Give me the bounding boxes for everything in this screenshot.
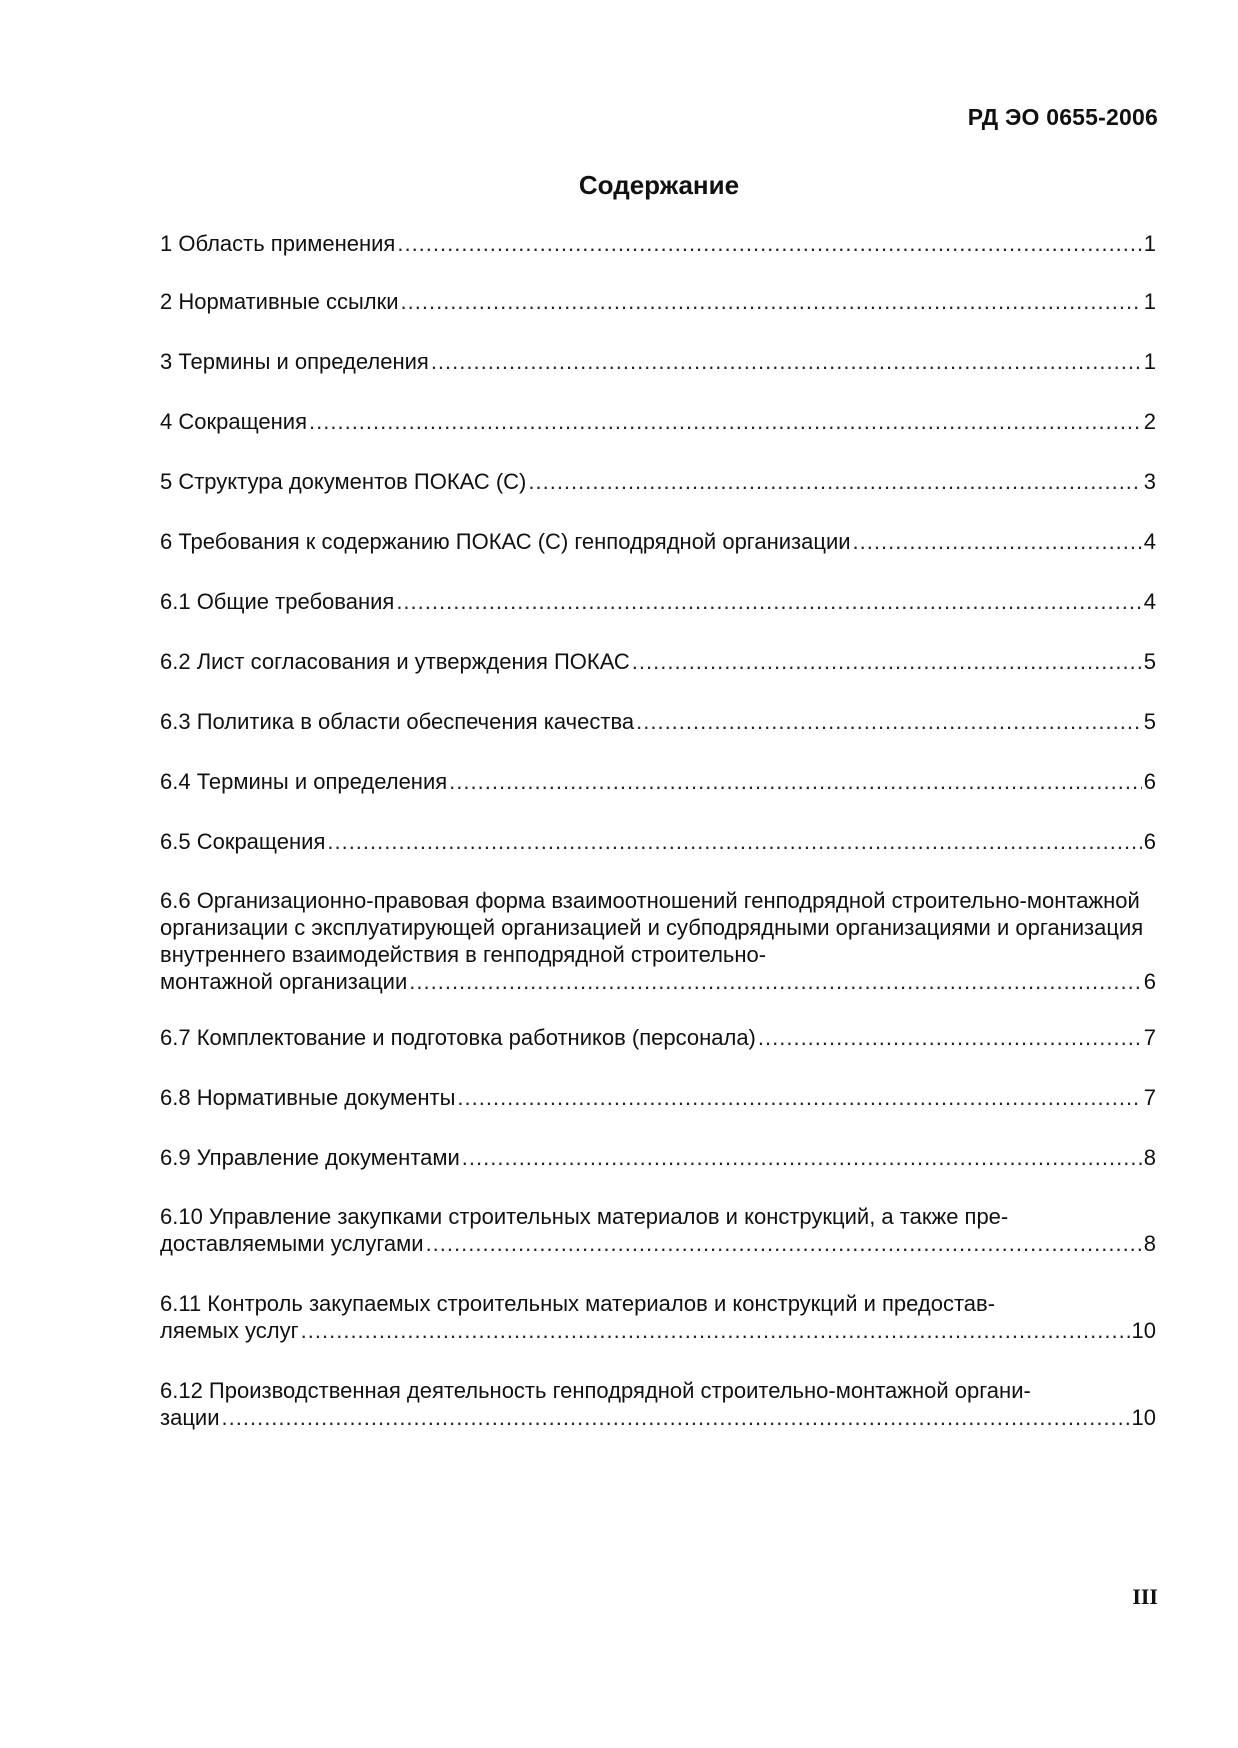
leader-dots [397, 230, 1141, 257]
leader-dots [327, 828, 1141, 855]
toc-entry-6-9 [160, 1144, 1156, 1171]
toc-page-number: 5 [1143, 709, 1156, 734]
toc-entry-text-wrapped: 6.6 Организационно-правовая форма взаимоотношений генподрядной строительно-монтажной организации с эксплуатирующей организацией и субподрядными организациями и организация внутреннего взаимодействия в генподрядной строительно- [160, 888, 1144, 967]
toc-page-number: 6 [1143, 829, 1156, 854]
toc-page-number: 8 [1143, 1145, 1156, 1170]
toc-page-number: 1 [1143, 231, 1156, 256]
leader-dots [758, 1024, 1142, 1051]
toc-page-number: 1 [1143, 349, 1156, 374]
toc-entry-text: 6.7 Комплектование и подготовка работников (персонала) [160, 1025, 756, 1050]
toc-entry-4 [160, 408, 1156, 435]
toc-page-number: 10 [1131, 1405, 1156, 1430]
toc-entry-text: 2 Нормативные ссылки [160, 289, 399, 314]
leader-dots [632, 648, 1142, 675]
leader-dots [222, 1404, 1130, 1431]
toc-entry-text: 6.9 Управление документами [160, 1145, 460, 1170]
toc-entry-text-wrapped: 6.12 Производственная деятельность генподрядной строительно-монтажной органи- [160, 1378, 1031, 1403]
leader-dots [401, 288, 1142, 315]
toc-page-number: 8 [1143, 1231, 1156, 1256]
leader-dots [449, 768, 1142, 795]
leader-dots [426, 1230, 1142, 1257]
toc-page-number: 7 [1143, 1025, 1156, 1050]
leader-dots [528, 468, 1141, 495]
toc-entry-text: 3 Термины и определения [160, 349, 429, 374]
toc-page-number: 4 [1143, 529, 1156, 554]
document-code: РД ЭО 0655-2006 [967, 104, 1158, 130]
toc-entry-6-4 [160, 768, 1156, 795]
toc-entry-6-2 [160, 648, 1156, 675]
toc-page-number: 7 [1143, 1085, 1156, 1110]
toc-entry-3 [160, 348, 1156, 375]
toc-title: Содержание [578, 170, 740, 200]
toc-entry-text: 4 Сокращения [160, 409, 308, 434]
toc-page-number: 2 [1143, 409, 1156, 434]
toc-page-number: 3 [1143, 469, 1156, 494]
leader-dots [309, 408, 1142, 435]
toc-entry-text: 6.8 Нормативные документы [160, 1085, 456, 1110]
toc-entry-text: 6.4 Термины и определения [160, 769, 448, 794]
page-number: III [1132, 1584, 1158, 1609]
toc-entry-text-wrapped: 6.10 Управление закупками строительных материалов и конструкций, а также пре- [160, 1204, 1009, 1229]
toc-page-number: 10 [1131, 1318, 1156, 1343]
leader-dots [409, 968, 1141, 995]
leader-dots [301, 1317, 1130, 1344]
toc-entry-6-7 [160, 1024, 1156, 1051]
toc-page-number: 1 [1143, 289, 1156, 314]
toc-entry-text: 6.5 Сокращения [160, 829, 326, 854]
leader-dots [396, 588, 1141, 615]
toc-entry-text: 5 Структура документов ПОКАС (С) [160, 469, 527, 494]
toc-entry-text: ляемых услуг [160, 1318, 299, 1343]
toc-entry-6-6 [160, 887, 1156, 995]
toc-entry-6-3 [160, 708, 1156, 735]
toc-page-number: 5 [1143, 649, 1156, 674]
toc-entry-text: зации [160, 1405, 220, 1430]
toc-entry-text: монтажной организации [160, 969, 408, 994]
leader-dots [636, 708, 1142, 735]
toc-entry-text: 6.1 Общие требования [160, 589, 395, 614]
toc-entry-text: 6.2 Лист согласования и утверждения ПОКАС [160, 649, 630, 674]
toc-entry-6-11 [160, 1290, 1156, 1344]
toc-entry-6-5 [160, 828, 1156, 855]
toc-entry-5 [160, 468, 1156, 495]
leader-dots [457, 1084, 1141, 1111]
toc-entry-6-8 [160, 1084, 1156, 1111]
toc-entry-1 [160, 230, 1156, 257]
toc-entry-6-1 [160, 588, 1156, 615]
toc-entry-text: 6.3 Политика в области обеспечения качества [160, 709, 635, 734]
toc-entry-text: доставляемыми услугами [160, 1231, 424, 1256]
toc-entry-text-wrapped: 6.11 Контроль закупаемых строительных материалов и конструкций и предостав- [160, 1291, 996, 1316]
leader-dots [853, 528, 1142, 555]
toc-entry-text: 1 Область применения [160, 231, 396, 256]
toc-page-number: 4 [1143, 589, 1156, 614]
leader-dots [462, 1144, 1142, 1171]
toc-entry-6 [160, 528, 1156, 555]
toc-entry-6-10 [160, 1203, 1156, 1257]
toc-page-number: 6 [1143, 969, 1156, 994]
toc-page-number: 6 [1143, 769, 1156, 794]
toc-entry-text: 6 Требования к содержанию ПОКАС (С) генподрядной организации [160, 529, 851, 554]
toc-entry-6-12 [160, 1377, 1156, 1431]
leader-dots [431, 348, 1142, 375]
toc-entry-2 [160, 288, 1156, 315]
